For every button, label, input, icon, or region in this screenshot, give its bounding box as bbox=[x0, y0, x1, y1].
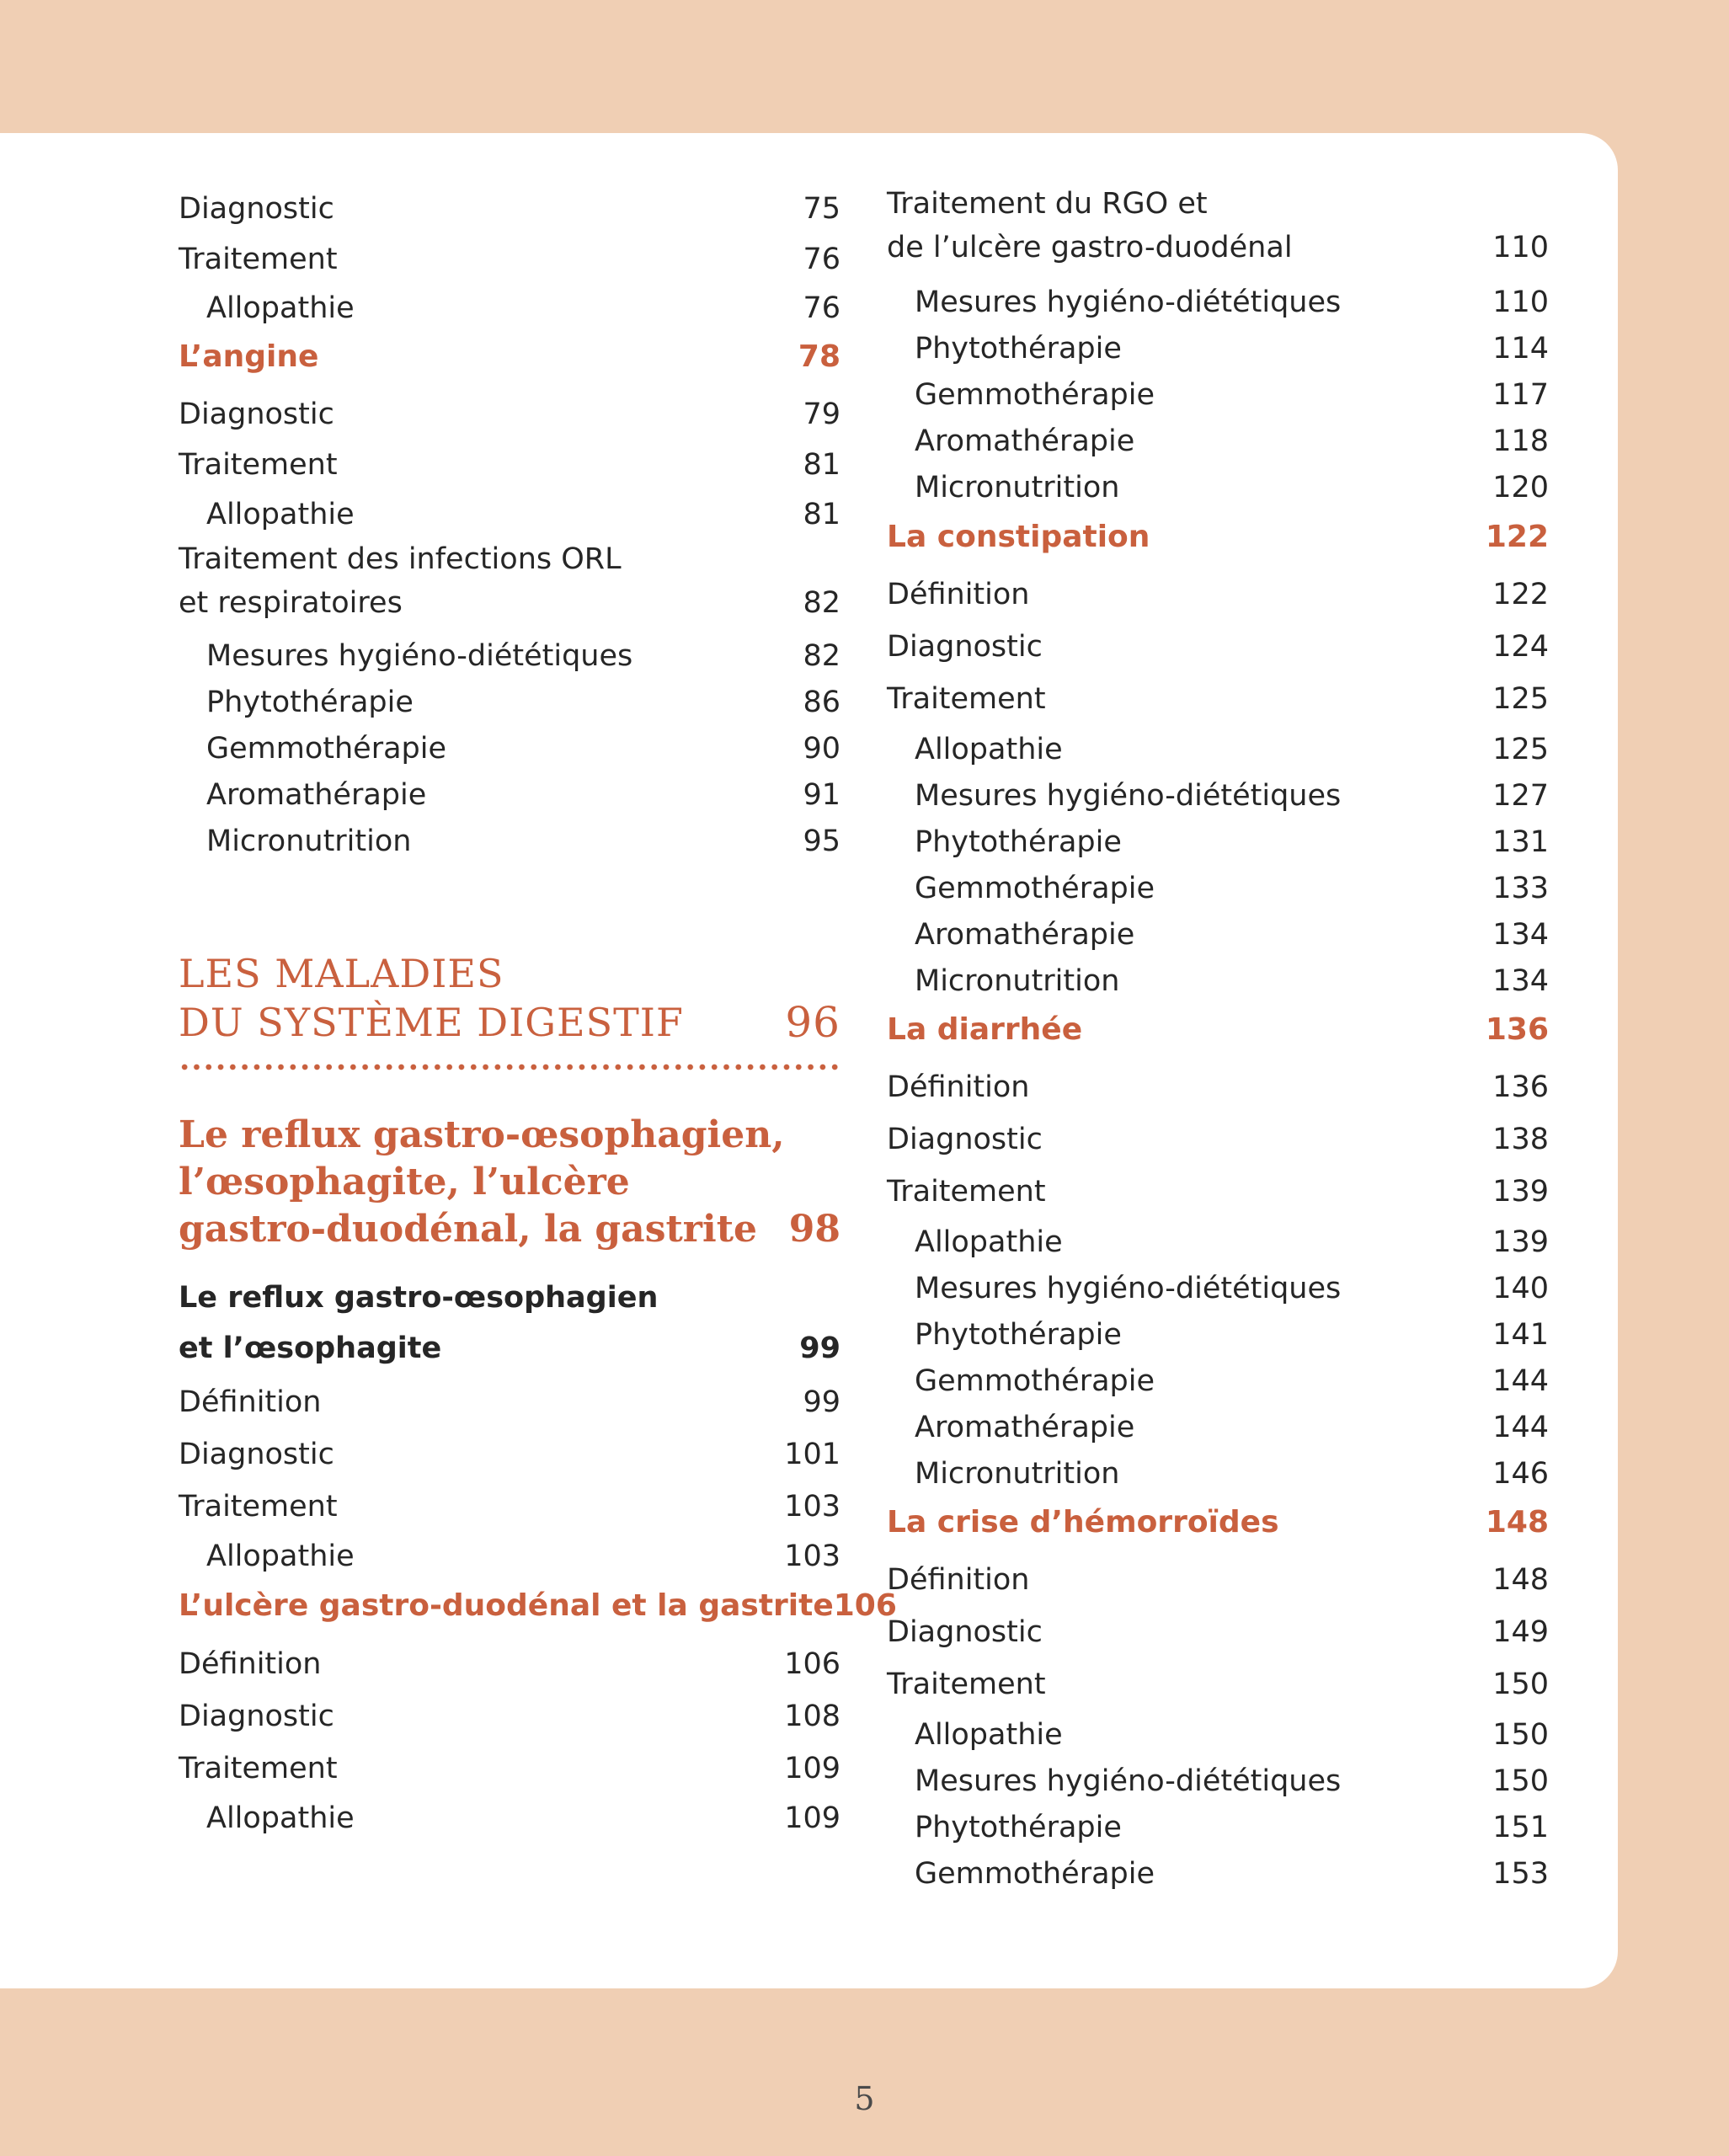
toc-entry-traitement[interactable] bbox=[887, 1668, 1549, 1701]
toc-entry-label: Allopathie bbox=[206, 291, 355, 325]
toc-entry-label: Phytothérapie bbox=[915, 1318, 1122, 1352]
toc-entry-label: Traitement bbox=[179, 1752, 338, 1785]
toc-entry-aromatherapie[interactable] bbox=[887, 1411, 1549, 1444]
toc-entry-page: 150 bbox=[1492, 1764, 1549, 1798]
toc-entry-page: 118 bbox=[1492, 424, 1549, 458]
toc-entry-l-angine[interactable] bbox=[179, 339, 840, 374]
toc-entry-traitement[interactable] bbox=[179, 1752, 840, 1785]
toc-entry-page: 95 bbox=[803, 825, 840, 858]
toc-entry-allopathie[interactable] bbox=[179, 498, 840, 531]
toc-entry-traitement-des-infections-orl[interactable] bbox=[179, 537, 840, 625]
toc-entry-definition[interactable] bbox=[887, 1070, 1549, 1104]
toc-entry-l-ulcere-gastro-duodenal-et-la-gastrite[interactable] bbox=[179, 1588, 897, 1623]
toc-entry-page: 150 bbox=[1492, 1718, 1549, 1752]
toc-entry-label: Allopathie bbox=[915, 733, 1063, 766]
toc-entry-page: 125 bbox=[1492, 682, 1549, 716]
toc-entry-page: 99 bbox=[799, 1331, 840, 1365]
toc-entry-allopathie[interactable] bbox=[887, 1225, 1549, 1259]
toc-entry-label: Phytothérapie bbox=[206, 686, 414, 719]
toc-entry-diagnostic[interactable] bbox=[179, 1700, 840, 1733]
toc-entry-page: 122 bbox=[1485, 520, 1549, 554]
toc-entry-label: Aromathérapie bbox=[915, 918, 1135, 952]
toc-entry-page: 76 bbox=[803, 243, 840, 276]
toc-entry-page: 146 bbox=[1492, 1457, 1549, 1491]
toc-entry-label: Le reflux gastro-œsophagien et l’œsophagite bbox=[179, 1281, 659, 1365]
toc-entry-page: 149 bbox=[1492, 1615, 1549, 1649]
toc-entry-page: 98 bbox=[788, 1208, 840, 1251]
toc-entry-mesures-hygieno-dietetiques[interactable] bbox=[179, 639, 840, 673]
toc-entry-page: 144 bbox=[1492, 1364, 1549, 1398]
toc-entry-label: Allopathie bbox=[206, 498, 355, 531]
toc-entry-page: 141 bbox=[1492, 1318, 1549, 1352]
toc-entry-page: 82 bbox=[803, 586, 840, 620]
toc-entry-allopathie[interactable] bbox=[887, 1718, 1549, 1752]
toc-entry-gemmotherapie[interactable] bbox=[887, 378, 1549, 412]
toc-entry-page: 114 bbox=[1492, 332, 1549, 366]
toc-entry-diagnostic[interactable] bbox=[887, 1123, 1549, 1156]
toc-entry-page: 81 bbox=[803, 448, 840, 482]
toc-entry-label: Traitement bbox=[887, 1175, 1046, 1209]
toc-entry-le-reflux-gastro-sophagien[interactable] bbox=[179, 1273, 840, 1374]
toc-entry-page: 144 bbox=[1492, 1411, 1549, 1444]
toc-entry-page: 139 bbox=[1492, 1175, 1549, 1209]
toc-entry-page: 90 bbox=[803, 732, 840, 766]
toc-entry-page: 133 bbox=[1492, 872, 1549, 905]
toc-entry-label: Définition bbox=[179, 1385, 322, 1419]
toc-entry-label: Allopathie bbox=[206, 1801, 355, 1835]
toc-entry-page: 96 bbox=[785, 998, 840, 1047]
toc-entry-phytotherapie[interactable] bbox=[887, 332, 1549, 366]
toc-entry-la-diarrhee[interactable] bbox=[887, 1012, 1549, 1047]
toc-entry-page: 91 bbox=[803, 778, 840, 812]
toc-entry-page: 127 bbox=[1492, 779, 1549, 813]
toc-entry-diagnostic[interactable] bbox=[179, 1438, 840, 1471]
toc-entry-page: 134 bbox=[1492, 918, 1549, 952]
toc-entry-mesures-hygieno-dietetiques[interactable] bbox=[887, 286, 1549, 319]
toc-entry-gemmotherapie[interactable] bbox=[887, 1364, 1549, 1398]
toc-entry-label: La crise d’hémorroïdes bbox=[887, 1505, 1279, 1540]
toc-entry-phytotherapie[interactable] bbox=[179, 686, 840, 719]
toc-entry-label: Diagnostic bbox=[179, 1700, 334, 1733]
toc-entry-page: 109 bbox=[784, 1801, 840, 1835]
toc-entry-label: Mesures hygiéno-diététiques bbox=[915, 779, 1342, 813]
toc-entry-diagnostic[interactable] bbox=[887, 1615, 1549, 1649]
toc-entry-page: 136 bbox=[1492, 1070, 1549, 1104]
toc-entry-page: 139 bbox=[1492, 1225, 1549, 1259]
toc-entry-page: 140 bbox=[1492, 1272, 1549, 1305]
toc-entry-definition[interactable] bbox=[179, 1385, 840, 1419]
page-number: 5 bbox=[854, 2080, 875, 2117]
toc-entry-traitement[interactable] bbox=[887, 682, 1549, 716]
toc-entry-label: Allopathie bbox=[206, 1540, 355, 1573]
toc-entry-label: Diagnostic bbox=[887, 1615, 1043, 1649]
toc-entry-label: Mesures hygiéno-diététiques bbox=[915, 286, 1342, 319]
toc-entry-allopathie[interactable] bbox=[179, 291, 840, 325]
toc-entry-label: Micronutrition bbox=[206, 825, 412, 858]
toc-entry-page: 79 bbox=[803, 398, 840, 431]
toc-entry-label: Diagnostic bbox=[179, 1438, 334, 1471]
toc-entry-label: Définition bbox=[887, 1563, 1030, 1597]
toc-entry-page: 125 bbox=[1492, 733, 1549, 766]
toc-entry-page: 153 bbox=[1492, 1857, 1549, 1891]
toc-entry-label: Gemmothérapie bbox=[915, 1364, 1155, 1398]
toc-entry-page: 148 bbox=[1492, 1563, 1549, 1597]
toc-entry-page: 138 bbox=[1492, 1123, 1549, 1156]
toc-entry-page: 82 bbox=[803, 639, 840, 673]
toc-entry-traitement[interactable] bbox=[887, 1175, 1549, 1209]
toc-entry-page: 151 bbox=[1492, 1811, 1549, 1844]
toc-entry-label: Traitement bbox=[179, 448, 338, 482]
toc-entry-label: Gemmothérapie bbox=[206, 732, 447, 766]
toc-entry-label: Diagnostic bbox=[887, 630, 1043, 664]
toc-entry-page: 75 bbox=[803, 192, 840, 226]
toc-entry-diagnostic[interactable] bbox=[179, 398, 840, 431]
toc-entry-label: Gemmothérapie bbox=[915, 378, 1155, 412]
toc-entry-allopathie[interactable] bbox=[179, 1801, 840, 1835]
toc-entry-micronutrition[interactable] bbox=[179, 825, 840, 858]
toc-entry-gemmotherapie[interactable] bbox=[887, 1857, 1549, 1891]
toc-entry-label: Traitement bbox=[179, 243, 338, 276]
toc-entry-page: 109 bbox=[784, 1752, 840, 1785]
toc-entry-phytotherapie[interactable] bbox=[887, 1811, 1549, 1844]
toc-entry-traitement[interactable] bbox=[179, 243, 840, 276]
toc-entry-allopathie[interactable] bbox=[179, 1540, 840, 1573]
toc-entry-label: Définition bbox=[887, 578, 1030, 611]
toc-entry-label: Diagnostic bbox=[179, 192, 334, 226]
toc-entry-diagnostic[interactable] bbox=[179, 192, 840, 226]
toc-entry-label: Micronutrition bbox=[915, 471, 1120, 504]
toc-entry-label: La diarrhée bbox=[887, 1012, 1083, 1047]
toc-entry-label: L’ulcère gastro-duodénal et la gastrite bbox=[179, 1588, 834, 1623]
toc-entry-page: 76 bbox=[803, 291, 840, 325]
toc-entry-gemmotherapie[interactable] bbox=[179, 732, 840, 766]
toc-card bbox=[0, 133, 1618, 1988]
toc-entry-micronutrition[interactable] bbox=[887, 471, 1549, 504]
toc-entry-page: 124 bbox=[1492, 630, 1549, 664]
toc-entry-gemmotherapie[interactable] bbox=[887, 872, 1549, 905]
toc-entry-mesures-hygieno-dietetiques[interactable] bbox=[887, 779, 1549, 813]
toc-entry-aromatherapie[interactable] bbox=[887, 918, 1549, 952]
toc-entry-page: 86 bbox=[803, 686, 840, 719]
toc-entry-page: 103 bbox=[784, 1540, 840, 1573]
toc-entry-label: Définition bbox=[887, 1070, 1030, 1104]
toc-entry-page: 120 bbox=[1492, 471, 1549, 504]
toc-entry-label: Micronutrition bbox=[915, 1457, 1120, 1491]
toc-entry-aromatherapie[interactable] bbox=[887, 424, 1549, 458]
toc-entry-label: L’angine bbox=[179, 339, 319, 374]
toc-entry-label: Mesures hygiéno-diététiques bbox=[206, 639, 633, 673]
toc-entry-label: Traitement du RGO et de l’ulcère gastro-duodénal bbox=[887, 187, 1293, 264]
toc-entry-traitement[interactable] bbox=[179, 448, 840, 482]
toc-entry-label: Traitement bbox=[887, 682, 1046, 716]
toc-entry-label: Traitement bbox=[179, 1490, 338, 1524]
toc-entry-page: 78 bbox=[798, 339, 840, 374]
toc-entry-label: Aromathérapie bbox=[915, 1411, 1135, 1444]
chapter-dotted-divider bbox=[179, 1064, 840, 1070]
toc-entry-label: Mesures hygiéno-diététiques bbox=[915, 1764, 1342, 1798]
toc-entry-label: Traitement des infections ORL et respiratoires bbox=[179, 542, 622, 620]
toc-entry-page: 110 bbox=[1492, 286, 1549, 319]
toc-entry-page: 148 bbox=[1485, 1505, 1549, 1540]
toc-entry-traitement-du-rgo-et[interactable] bbox=[887, 182, 1549, 270]
toc-entry-page: 131 bbox=[1492, 825, 1549, 859]
toc-entry-label: Micronutrition bbox=[915, 964, 1120, 998]
toc-entry-label: Allopathie bbox=[915, 1225, 1063, 1259]
toc-entry-page: 150 bbox=[1492, 1668, 1549, 1701]
toc-entry-le-reflux-gastro-sophagien[interactable] bbox=[179, 1112, 840, 1253]
toc-entry-page: 108 bbox=[784, 1700, 840, 1733]
toc-entry-diagnostic[interactable] bbox=[887, 630, 1549, 664]
toc-entry-page: 122 bbox=[1492, 578, 1549, 611]
toc-entry-page: 136 bbox=[1485, 1012, 1549, 1047]
toc-entry-page: 101 bbox=[784, 1438, 840, 1471]
toc-entry-micronutrition[interactable] bbox=[887, 1457, 1549, 1491]
toc-entry-mesures-hygieno-dietetiques[interactable] bbox=[887, 1764, 1549, 1798]
toc-entry-label: Aromathérapie bbox=[915, 424, 1135, 458]
toc-entry-label: Définition bbox=[179, 1647, 322, 1681]
toc-entry-label: Diagnostic bbox=[179, 398, 334, 431]
toc-entry-label: La constipation bbox=[887, 520, 1150, 554]
toc-entry-page: 99 bbox=[803, 1385, 840, 1419]
toc-entry-phytotherapie[interactable] bbox=[887, 825, 1549, 859]
toc-entry-label: Traitement bbox=[887, 1668, 1046, 1701]
toc-entry-micronutrition[interactable] bbox=[887, 964, 1549, 998]
toc-entry-page: 103 bbox=[784, 1490, 840, 1524]
toc-entry-phytotherapie[interactable] bbox=[887, 1318, 1549, 1352]
toc-entry-page: 81 bbox=[803, 498, 840, 531]
toc-entry-label: Gemmothérapie bbox=[915, 872, 1155, 905]
toc-entry-label: Le reflux gastro-œsophagien, l’œsophagite, l’ulcère gastro-duodénal, la gastrite bbox=[179, 1113, 785, 1251]
toc-entry-page: 134 bbox=[1492, 964, 1549, 998]
toc-entry-traitement[interactable] bbox=[179, 1490, 840, 1524]
toc-entry-label: Allopathie bbox=[915, 1718, 1063, 1752]
toc-entry-page: 106 bbox=[833, 1588, 897, 1623]
toc-entry-mesures-hygieno-dietetiques[interactable] bbox=[887, 1272, 1549, 1305]
toc-entry-label: Diagnostic bbox=[887, 1123, 1043, 1156]
toc-entry-label: Phytothérapie bbox=[915, 1811, 1122, 1844]
toc-entry-label: Phytothérapie bbox=[915, 825, 1122, 859]
toc-entry-label: Gemmothérapie bbox=[915, 1857, 1155, 1891]
toc-entry-allopathie[interactable] bbox=[887, 733, 1549, 766]
toc-entry-definition[interactable] bbox=[887, 578, 1549, 611]
toc-entry-page: 110 bbox=[1492, 231, 1549, 264]
toc-entry-definition[interactable] bbox=[887, 1563, 1549, 1597]
toc-entry-la-constipation[interactable] bbox=[887, 520, 1549, 554]
toc-entry-page: 117 bbox=[1492, 378, 1549, 412]
toc-entry-aromatherapie[interactable] bbox=[179, 778, 840, 812]
toc-entry-definition[interactable] bbox=[179, 1647, 840, 1681]
toc-entry-la-crise-d-hemorroides[interactable] bbox=[887, 1505, 1549, 1540]
toc-entry-les-maladies[interactable] bbox=[179, 949, 840, 1047]
toc-entry-label: LES MALADIES DU SYSTÈME DIGESTIF bbox=[179, 951, 684, 1045]
toc-entry-label: Mesures hygiéno-diététiques bbox=[915, 1272, 1342, 1305]
toc-entry-page: 106 bbox=[784, 1647, 840, 1681]
toc-entry-label: Aromathérapie bbox=[206, 778, 427, 812]
toc-entry-label: Phytothérapie bbox=[915, 332, 1122, 366]
